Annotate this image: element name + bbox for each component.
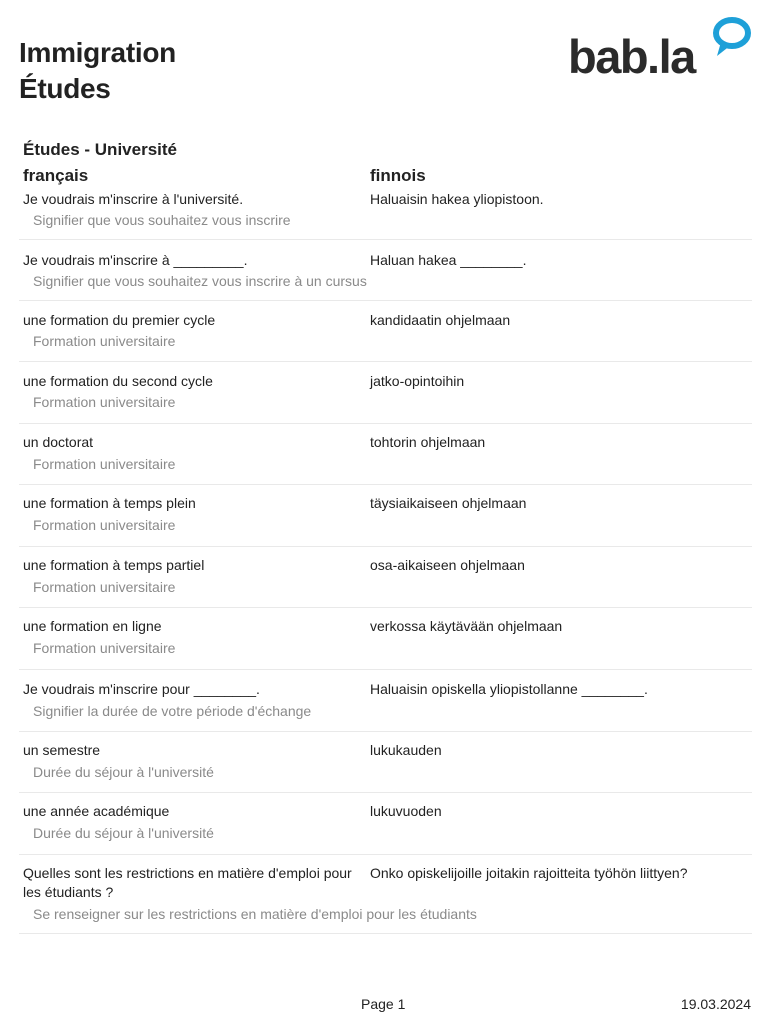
- phrase-source: une formation en ligne: [23, 618, 162, 634]
- phrase-target: Onko opiskelijoille joitakin rajoitteita työhön liittyen?: [370, 865, 688, 881]
- speech-bubble-icon: [712, 16, 754, 60]
- phrase-target: osa-aikaiseen ohjelmaan: [370, 557, 525, 573]
- phrase-note: Durée du séjour à l'université: [33, 764, 214, 780]
- document-title-line1: Immigration: [19, 37, 176, 68]
- phrase-note: Formation universitaire: [33, 517, 176, 533]
- phrase-source: Je voudrais m'inscrire à _________.: [23, 252, 248, 268]
- list-item: [19, 670, 752, 732]
- phrase-note: Formation universitaire: [33, 333, 176, 349]
- phrase-target: täysiaikaiseen ohjelmaan: [370, 495, 527, 511]
- column-header-source: français: [23, 166, 89, 185]
- list-item: [19, 547, 752, 608]
- phrase-source: une formation à temps partiel: [23, 557, 205, 573]
- phrase-note: Durée du séjour à l'université: [33, 825, 214, 841]
- phrase-note: Formation universitaire: [33, 640, 176, 656]
- phrase-note: Formation universitaire: [33, 456, 176, 472]
- phrase-note: Se renseigner sur les restrictions en matière d'emploi pour les étudiants: [33, 906, 477, 922]
- phrase-target: Haluaisin opiskella yliopistollanne ________.: [370, 681, 648, 697]
- phrase-note: Signifier la durée de votre période d'échange: [33, 703, 312, 719]
- list-item: [19, 424, 752, 485]
- phrase-note: Signifier que vous souhaitez vous inscrire à un cursus: [33, 273, 367, 289]
- phrase-note: Signifier que vous souhaitez vous inscrire: [33, 212, 291, 228]
- list-item: [19, 732, 752, 793]
- phrase-list: [19, 187, 752, 934]
- phrase-target: Haluaisin hakea yliopistoon.: [370, 191, 544, 207]
- document-title-line2: Études: [19, 73, 111, 104]
- phrase-target: lukukauden: [370, 742, 442, 758]
- phrase-note: Formation universitaire: [33, 394, 176, 410]
- phrase-target: lukuvuoden: [370, 803, 442, 819]
- phrase-source: une formation du second cycle: [23, 373, 213, 389]
- list-item: [19, 793, 752, 855]
- phrase-source: Je voudrais m'inscrire à l'université.: [23, 191, 244, 207]
- column-header-target: finnois: [370, 166, 426, 185]
- document-header: [19, 35, 176, 107]
- list-item: [19, 240, 752, 301]
- phrase-target: jatko-opintoihin: [370, 373, 465, 389]
- phrase-target: kandidaatin ohjelmaan: [370, 312, 511, 328]
- section-title: Études - Université: [23, 140, 177, 159]
- phrase-source: Je voudrais m'inscrire pour ________.: [23, 681, 260, 697]
- phrase-source: une année académique: [23, 803, 170, 819]
- footer-date: 19.03.2024: [680, 996, 751, 1012]
- phrase-source: Quelles sont les restrictions en matière d'emploi pour les étudiants ?: [23, 865, 352, 900]
- phrase-source: un doctorat: [23, 434, 94, 450]
- list-item: [19, 362, 752, 424]
- list-item: [19, 855, 752, 934]
- list-item: [19, 608, 752, 670]
- phrase-source: un semestre: [23, 742, 101, 758]
- list-item: [19, 187, 752, 240]
- phrase-target: verkossa käytävään ohjelmaan: [370, 618, 563, 634]
- list-item: [19, 485, 752, 547]
- phrase-target: tohtorin ohjelmaan: [370, 434, 486, 450]
- logo-text: bab.la: [568, 30, 695, 83]
- phrase-source: une formation du premier cycle: [23, 312, 216, 328]
- page-number: Page 1: [361, 996, 406, 1012]
- phrase-note: Formation universitaire: [33, 579, 176, 595]
- phrase-target: Haluan hakea ________.: [370, 252, 527, 268]
- phrase-source: une formation à temps plein: [23, 495, 196, 511]
- babla-logo: [566, 16, 756, 82]
- list-item: [19, 301, 752, 362]
